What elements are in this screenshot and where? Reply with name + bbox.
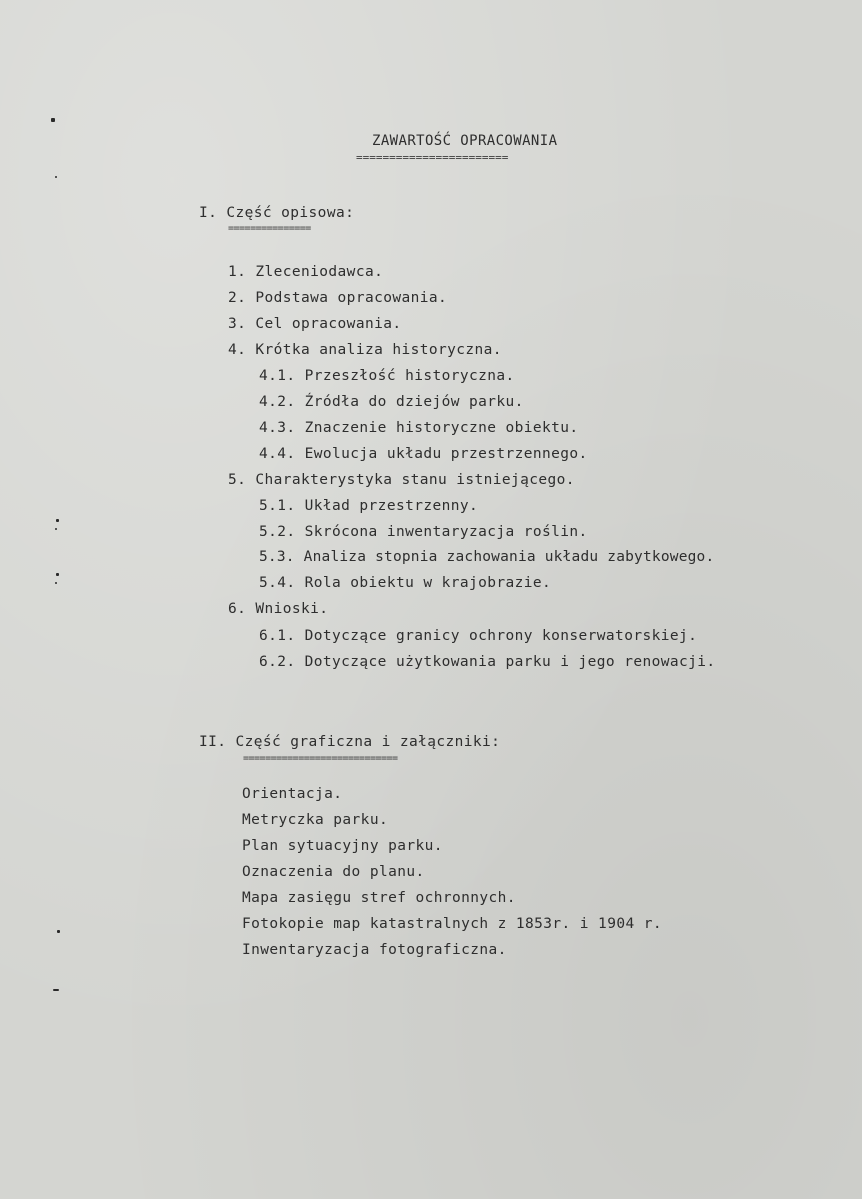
attachment-item-4: Oznaczenia do planu. [242, 864, 425, 880]
title-underline: ======================= [356, 151, 509, 164]
toc-item-5-1: 5.1. Układ przestrzenny. [259, 498, 479, 514]
toc-item-3: 3. Cel opracowania. [228, 316, 402, 332]
attachment-item-7: Inwentaryzacja fotograficzna. [242, 942, 507, 958]
attachment-item-3: Plan sytuacyjny parku. [242, 838, 443, 854]
toc-item-4-3: 4.3. Znaczenie historyczne obiektu. [259, 420, 579, 436]
scan-speck [55, 176, 57, 178]
scan-speck [56, 519, 59, 522]
toc-item-5-3: 5.3. Analiza stopnia zachowania układu zabytkowego. [259, 549, 715, 565]
scan-speck [55, 582, 57, 584]
toc-item-6: 6. Wnioski. [228, 601, 329, 617]
attachment-item-6: Fotokopie map katastralnych z 1853r. i 1904 r. [242, 916, 662, 932]
toc-item-4: 4. Krótka analiza historyczna. [228, 342, 502, 358]
toc-item-4-1: 4.1. Przeszłość historyczna. [259, 368, 515, 384]
toc-item-1: 1. Zleceniodawca. [228, 264, 384, 280]
toc-item-6-2: 6.2. Dotyczące użytkowania parku i jego renowacji. [259, 654, 716, 670]
scan-speck [51, 118, 55, 122]
toc-item-4-4: 4.4. Ewolucja układu przestrzennego. [259, 446, 588, 462]
part1-heading-underline: =============== [228, 223, 311, 234]
toc-item-5: 5. Charakterystyka stanu istniejącego. [228, 472, 575, 488]
part2-heading-underline: ============================ [243, 753, 398, 764]
scan-speck [56, 573, 59, 576]
document-title: ZAWARTOŚĆ OPRACOWANIA [372, 133, 558, 149]
scan-speck [55, 528, 57, 530]
scan-speck [57, 930, 60, 933]
toc-item-4-2: 4.2. Źródła do dziejów parku. [259, 394, 524, 410]
attachment-item-5: Mapa zasięgu stref ochronnych. [242, 890, 516, 906]
part1-heading: I. Część opisowa: [199, 205, 355, 221]
attachment-item-1: Orientacja. [242, 786, 343, 802]
toc-item-2: 2. Podstawa opracowania. [228, 290, 448, 306]
toc-item-5-2: 5.2. Skrócona inwentaryzacja roślin. [259, 524, 588, 540]
scan-speck [53, 989, 59, 991]
attachment-item-2: Metryczka parku. [242, 812, 389, 828]
toc-item-6-1: 6.1. Dotyczące granicy ochrony konserwatorskiej. [259, 628, 698, 644]
part2-heading: II. Część graficzna i załączniki: [199, 734, 501, 750]
toc-item-5-4: 5.4. Rola obiektu w krajobrazie. [259, 575, 552, 591]
